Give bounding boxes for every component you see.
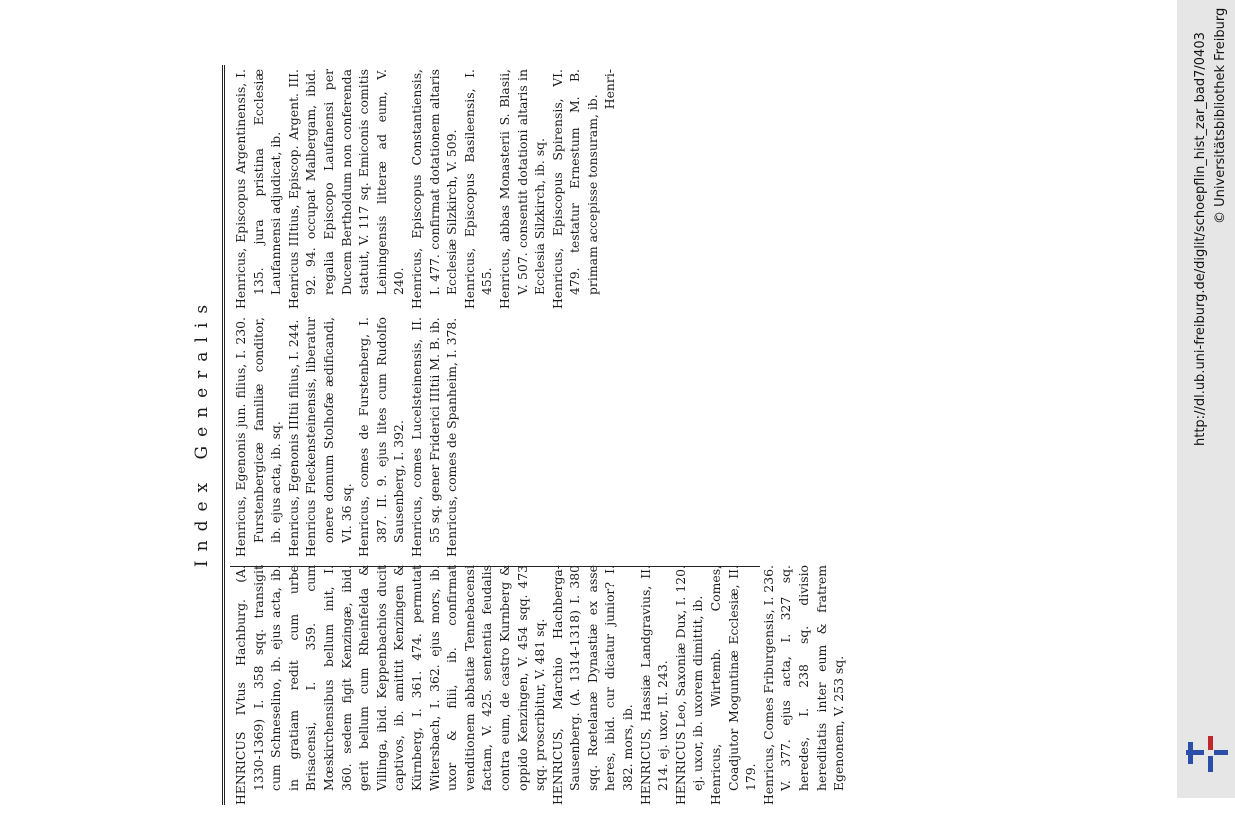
index-entry: Henricus, abbas Monasterii S. Blasii, V. 507. consentit dotationi altaris in Ecclesia Silzkirch, ib. sq. bbox=[496, 69, 548, 309]
running-head: Index Generalis bbox=[192, 295, 212, 568]
index-entry: Henricus, comes Lucelsteinensis, II. 55 sq. gener Friderici IIItii M. B. ib. bbox=[408, 317, 442, 557]
index-entry: HENRICUS Leo, Saxoniæ Dux, I. 120. ej. uxor, ib. uxorem dimittit, ib. bbox=[672, 565, 706, 805]
permalink-url[interactable]: http://dl.ub.uni-freiburg.de/diglit/schoepflin_hist_zar_bad7/0403 bbox=[1193, 32, 1208, 446]
index-entry: Henricus, comes de Furstenberg, I. 387. II. 9. ejus lites cum Rudolfo Sausenberg, I. 392. bbox=[356, 317, 407, 557]
index-entry: HENRICUS, Marchio Hachberga-Sausenberg. (A. 1314-1318) I. 380 sqq. Rœtelanæ Dynastiæ ex asse heres, ibid. cur dicatur junior? I. 382. mors, ib. bbox=[549, 565, 636, 805]
index-entry: Henricus, comes de Spanheim, I. 378. bbox=[444, 317, 460, 557]
index-entry: Henricus Fleckensteinensis, liberatur onere domum Stolhofæ ædificandi, VI. 36 sq. bbox=[303, 317, 354, 557]
index-column-right bbox=[232, 69, 619, 309]
logo-bar-blue-lower bbox=[1208, 756, 1213, 772]
index-entry: HENRICUS, Hassiæ Landgravius, II. 214. ej. uxor, II. 243. bbox=[637, 565, 671, 805]
index-entry: Henricus IIItius, Episcop. Argent. III. 92. 94. occupat Malbergam, ibid. regalia Episcopo Laufanensi per Ducem Bertholdum non conferenda statuit, V. 117 sq. Emiconis comitis Leiningensis litteræ ad eum, V. 240. bbox=[285, 69, 407, 309]
logo-bar-blue-vertical bbox=[1188, 742, 1193, 764]
index-entry: Henricus, Egenonis IIItii filius, I. 244. bbox=[285, 319, 301, 557]
index-entry: Henricus, Episcopus Constantiensis, I. 477. confirmat dotationem altaris Ecclesiæ Silzkirch, V. 509. bbox=[408, 69, 460, 309]
index-entry: HENRICUS IVtus Hachburg. (A. 1330-1369) I. 358 sqq. transigit cum Schneselino, ib. ejus acta, ib. in gratiam redit cum urbe Brisacensi, I. 359. cum Mœskirchensibus bellum init, I. 360. sedem figit Kenzingæ, ibid. gerit bellum cum Rheinfelda & Villinga, ibid. Keppenbachios ducit captivos, ib. amittit Kenzingen & Kürnberg, I. 361. 474. permutat Witersbach, I. 362. ejus mors, ib. uxor & filii, ib. confirmat venditionem abbatiæ Tennebacensi factam, V. 425. sententia feudalis contra eum, de castro Kurnberg & oppido Kenzingen, V. 454 sqq. 473 sqq. proscribitur, V. 481 sq. bbox=[233, 565, 548, 805]
ub-freiburg-logo-icon bbox=[1186, 734, 1230, 774]
logo-bar-blue-right bbox=[1214, 750, 1228, 755]
catchword: Henri- bbox=[602, 69, 618, 110]
index-entry: Henricus, Episcopus Spirensis, VI. 479. testatur Ernestum M. B. primam accepisse tonsuram, ib. bbox=[549, 69, 600, 309]
index-entry: Henricus, Episcopus Argentinensis, I. 135. jura pristina Ecclesiæ Laufannensi adjudicat, ib. bbox=[233, 69, 284, 309]
scanned-page bbox=[178, 69, 973, 829]
index-column-middle bbox=[232, 317, 461, 557]
index-entry: Henricus, Comes Friburgensis, I. 236. V. 377. ejus acta, I. 327 sq. heredes, I. 238 sq. divisio hereditatis inter eum & fratrem Egenonem, V. 253 sq. bbox=[760, 565, 847, 805]
index-entry: Henricus, Episcopus Basileensis, I. 455. bbox=[461, 69, 495, 309]
index-column-left bbox=[232, 565, 848, 805]
header-rule bbox=[222, 65, 225, 805]
index-entry: Henricus, Egenonis jun. filius, I. 230. Furstenbergicæ familiæ conditor, ib. ejus acta, ib. sq. bbox=[233, 317, 284, 557]
copyright-notice: © Universitätsbibliothek Freiburg bbox=[1213, 7, 1228, 224]
index-entry: Henricus, Wirtemb. Comes, Coadjutor Moguntinæ Ecclesiæ, II. 179. bbox=[708, 565, 759, 805]
logo-bar-red bbox=[1208, 736, 1213, 750]
column-divider bbox=[230, 566, 760, 567]
